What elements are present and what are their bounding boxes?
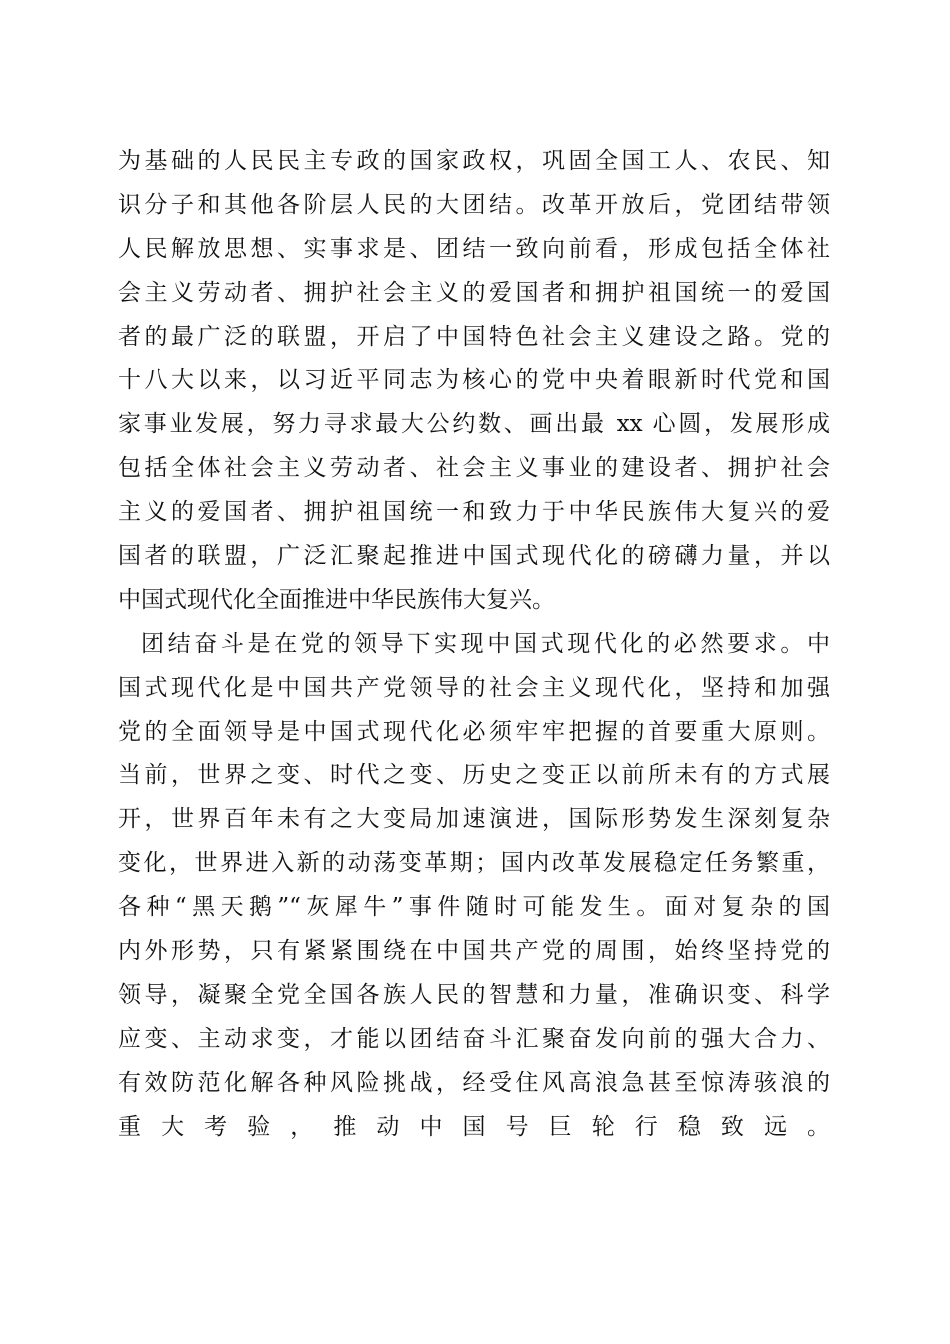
text-line: 国者的联盟，广泛汇聚起推进中国式现代化的磅礴力量，并以 xyxy=(118,543,830,570)
text-line: 者的最广泛的联盟，开启了中国特色社会主义建设之路。党的 xyxy=(118,323,830,350)
text-line: 变化，世界进入新的动荡变革期；国内改革发展稳定任务繁重， xyxy=(118,850,830,877)
text-line: 包括全体社会主义劳动者、社会主义事业的建设者、拥护社会 xyxy=(118,455,830,482)
text-line: 重大考验，推动中国号巨轮行稳致远。 xyxy=(118,1113,830,1140)
paragraph-2 xyxy=(118,623,830,1194)
text-line: 有效防范化解各种风险挑战，经受住风高浪急甚至惊涛骇浪的 xyxy=(118,1069,830,1096)
text-line: 当前，世界之变、时代之变、历史之变正以前所未有的方式展 xyxy=(118,762,830,789)
text-line: 人民解放思想、实事求是、团结一致向前看，形成包括全体社 xyxy=(118,235,830,262)
text-line: 主义的爱国者、拥护祖国统一和致力于中华民族伟大复兴的爱 xyxy=(118,499,830,526)
text-line xyxy=(118,1149,830,1193)
text-line: 内外形势，只有紧紧围绕在中国共产党的周围，始终坚持党的 xyxy=(118,938,830,965)
text-line: 中国式现代化全面推进中华民族伟大复兴。 xyxy=(118,586,555,613)
text-line: 家事业发展，努力寻求最大公约数、画出最 xx 心圆，发展形成 xyxy=(118,411,830,438)
text-line: 领导，凝聚全党全国各族人民的智慧和力量，准确识变、科学 xyxy=(118,981,830,1008)
text-line: 开，世界百年未有之大变局加速演进，国际形势发生深刻复杂 xyxy=(118,806,830,833)
text-line: 各种“黑天鹅”“灰犀牛”事件随时可能发生。面对复杂的国 xyxy=(118,894,830,921)
text-line: 会主义劳动者、拥护社会主义的爱国者和拥护祖国统一的爱国 xyxy=(118,279,830,306)
text-line: 党的全面领导是中国式现代化必须牢牢把握的首要重大原则。 xyxy=(118,718,830,745)
text-line: 识分子和其他各阶层人民的大团结。改革开放后，党团结带领 xyxy=(118,191,830,218)
text-line: 国式现代化是中国共产党领导的社会主义现代化，坚持和加强 xyxy=(118,674,830,701)
text-line: 十八大以来，以习近平同志为核心的党中央着眼新时代党和国 xyxy=(118,367,830,394)
text-line: 应变、主动求变，才能以团结奋斗汇聚奋发向前的强大合力、 xyxy=(118,1025,830,1052)
text-line: 为基础的人民民主专政的国家政权，巩固全国工人、农民、知 xyxy=(118,148,830,174)
document-body xyxy=(118,140,830,1193)
text-line: 团结奋斗是在党的领导下实现中国式现代化的必然要求。中 xyxy=(141,630,830,657)
paragraph-1 xyxy=(118,140,830,623)
